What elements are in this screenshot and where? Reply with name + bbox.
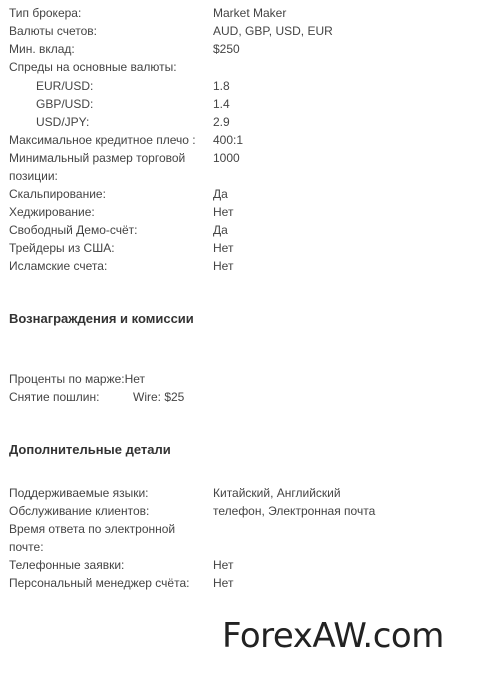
label-free-demo: Свободный Демо-счёт: (9, 223, 138, 237)
value-islamic-accounts: Нет (213, 259, 234, 273)
value-eurusd: 1.8 (213, 79, 230, 93)
value-free-demo: Да (213, 223, 228, 237)
value-phone-orders: Нет (213, 558, 234, 572)
label-spreads: Спреды на основные валюты: (9, 60, 177, 74)
value-gbpusd: 1.4 (213, 97, 230, 111)
label-email-response-cont: почте: (9, 540, 44, 554)
label-scalping: Скальпирование: (9, 187, 106, 201)
value-scalping: Да (213, 187, 228, 201)
label-min-trade-size-cont: позиции: (9, 169, 58, 183)
label-min-deposit: Мин. вклад: (9, 42, 75, 56)
value-hedging: Нет (213, 205, 234, 219)
label-customer-service: Обслуживание клиентов: (9, 504, 150, 518)
value-broker-type: Market Maker (213, 6, 287, 20)
label-margin-interest: Проценты по марже:Нет (9, 372, 146, 386)
label-email-response: Время ответа по электронной (9, 522, 176, 536)
label-usdjpy: USD/JPY: (36, 115, 90, 129)
label-islamic-accounts: Исламские счета: (9, 259, 108, 273)
forexaw-watermark: ForexAW.com (222, 616, 444, 656)
label-account-currencies: Валюты счетов: (9, 24, 98, 38)
value-account-currencies: AUD, GBP, USD, EUR (213, 24, 333, 38)
label-min-trade-size: Минимальный размер торговой (9, 151, 186, 165)
value-min-deposit: $250 (213, 42, 240, 56)
details-heading: Дополнительные детали (9, 442, 171, 457)
label-broker-type: Тип брокера: (9, 6, 82, 20)
value-max-leverage: 400:1 (213, 133, 244, 147)
value-us-traders: Нет (213, 241, 234, 255)
value-withdrawal-fees: Wire: $25 (133, 390, 185, 404)
label-us-traders: Трейдеры из США: (9, 241, 115, 255)
label-personal-manager: Персональный менеджер счёта: (9, 576, 190, 590)
label-hedging: Хеджирование: (9, 205, 95, 219)
value-min-trade-size: 1000 (213, 151, 240, 165)
label-languages: Поддерживаемые языки: (9, 486, 149, 500)
label-phone-orders: Телефонные заявки: (9, 558, 125, 572)
value-customer-service: телефон, Электронная почта (213, 504, 376, 518)
label-max-leverage: Максимальное кредитное плечо : (9, 133, 196, 147)
commissions-heading: Вознаграждения и комиссии (9, 311, 194, 326)
label-withdrawal-fees: Снятие пошлин: (9, 390, 100, 404)
label-gbpusd: GBP/USD: (36, 97, 94, 111)
label-eurusd: EUR/USD: (36, 79, 94, 93)
value-personal-manager: Нет (213, 576, 234, 590)
value-languages: Китайский, Английский (213, 486, 341, 500)
value-usdjpy: 2.9 (213, 115, 230, 129)
